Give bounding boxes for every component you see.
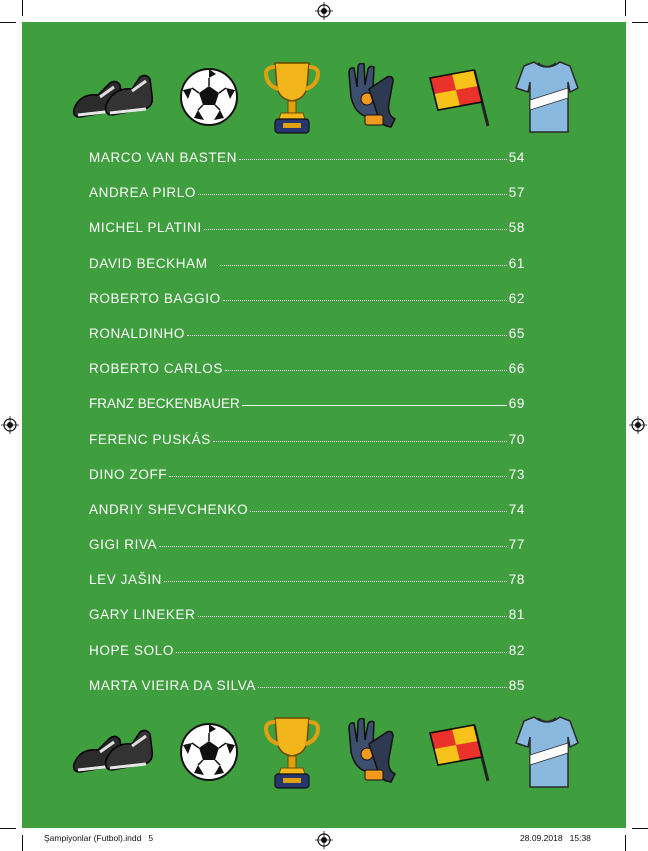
goalkeeper-gloves-icon bbox=[343, 63, 403, 131]
player-name: MARCO VAN BASTEN bbox=[89, 150, 238, 165]
footer-file-label: Şampiyonlar (Futbol).indd 5 bbox=[44, 833, 154, 843]
player-name: MICHEL PLATINI bbox=[89, 220, 202, 236]
dot-leader bbox=[220, 254, 507, 266]
dot-leader bbox=[225, 359, 507, 371]
crop-mark bbox=[625, 0, 626, 16]
player-name: GIGI RIVA bbox=[89, 537, 158, 553]
toc-entry bbox=[89, 678, 525, 713]
page-number: 54 bbox=[508, 150, 525, 165]
toc-entry bbox=[89, 396, 525, 431]
dot-leader bbox=[213, 430, 507, 442]
page-number: 62 bbox=[508, 290, 525, 306]
toc-entry bbox=[89, 432, 525, 467]
dot-leader bbox=[250, 500, 507, 512]
page-number: 65 bbox=[508, 325, 525, 341]
dot-leader bbox=[169, 465, 507, 477]
toc-entry bbox=[89, 185, 525, 220]
page-number: 58 bbox=[508, 220, 525, 236]
page-number: 66 bbox=[508, 361, 525, 377]
jersey-icon bbox=[514, 58, 580, 136]
table-of-contents bbox=[89, 150, 525, 713]
toc-entry bbox=[89, 643, 525, 678]
player-name: ROBERTO BAGGIO bbox=[89, 290, 221, 306]
player-name: ANDREA PIRLO bbox=[89, 185, 196, 201]
dot-leader bbox=[198, 606, 507, 618]
dot-leader bbox=[204, 219, 507, 231]
player-name: ROBERTO CARLOS bbox=[89, 361, 223, 377]
dot-leader bbox=[242, 395, 507, 407]
toc-entry bbox=[89, 220, 525, 255]
dot-leader bbox=[239, 148, 507, 160]
page-number: 70 bbox=[508, 431, 525, 447]
player-name: LEV JAŠIN bbox=[89, 572, 162, 588]
registration-mark-bottom bbox=[315, 831, 333, 849]
player-name: GARY LINEKER bbox=[89, 607, 196, 623]
toc-entry bbox=[89, 150, 525, 185]
soccer-ball-icon bbox=[178, 66, 240, 128]
trophy-icon bbox=[261, 712, 323, 792]
page-number: 74 bbox=[508, 501, 525, 517]
page-number: 61 bbox=[508, 255, 525, 271]
dot-leader bbox=[258, 676, 507, 688]
dot-leader bbox=[223, 289, 507, 301]
footer-timestamp: 28.09.2018 15:38 bbox=[520, 833, 591, 843]
page-number: 78 bbox=[508, 572, 525, 588]
crop-mark bbox=[0, 22, 16, 23]
registration-mark-right bbox=[629, 416, 647, 434]
player-name: ANDRIY SHEVCHENKO bbox=[89, 501, 249, 517]
jersey-icon bbox=[514, 713, 580, 791]
corner-flag-icon bbox=[424, 719, 494, 785]
crop-mark bbox=[22, 835, 23, 851]
page-number: 85 bbox=[508, 677, 525, 693]
football-boots-icon bbox=[70, 720, 158, 784]
toc-entry bbox=[89, 326, 525, 361]
crop-mark bbox=[632, 828, 648, 829]
registration-mark-left bbox=[1, 416, 19, 434]
player-name: FRANZ BECKENBAUER bbox=[89, 396, 240, 412]
crop-mark bbox=[22, 0, 23, 16]
soccer-ball-icon bbox=[178, 721, 240, 783]
crop-mark bbox=[625, 835, 626, 851]
crop-mark bbox=[0, 828, 16, 829]
goalkeeper-gloves-icon bbox=[343, 718, 403, 786]
crop-mark bbox=[632, 22, 648, 23]
player-name: HOPE SOLO bbox=[89, 642, 174, 658]
toc-entry bbox=[89, 361, 525, 396]
dot-leader bbox=[198, 183, 507, 195]
icon-row-top bbox=[70, 57, 580, 137]
player-name: DAVID BECKHAM bbox=[89, 255, 208, 271]
dot-leader bbox=[176, 641, 507, 653]
dot-leader bbox=[159, 535, 507, 547]
player-name: MARTA VIEIRA DA SILVA bbox=[89, 677, 256, 693]
trophy-icon bbox=[261, 57, 323, 137]
page-number: 77 bbox=[508, 537, 525, 553]
player-name: DINO ZOFF bbox=[89, 466, 168, 482]
player-name: RONALDINHO bbox=[89, 325, 186, 341]
toc-entry bbox=[89, 256, 525, 291]
player-name: FERENC PUSKÁS bbox=[89, 431, 211, 447]
page-number: 69 bbox=[508, 396, 525, 412]
toc-entry bbox=[89, 607, 525, 642]
page-number: 82 bbox=[508, 642, 525, 658]
football-boots-icon bbox=[70, 65, 158, 129]
page-number: 73 bbox=[508, 466, 525, 482]
dot-leader bbox=[187, 324, 507, 336]
page-number: 81 bbox=[508, 607, 525, 623]
corner-flag-icon bbox=[424, 64, 494, 130]
toc-entry bbox=[89, 502, 525, 537]
page-number: 57 bbox=[508, 185, 525, 201]
registration-mark-top bbox=[315, 2, 333, 20]
icon-row-bottom bbox=[70, 712, 580, 792]
toc-entry bbox=[89, 537, 525, 572]
dot-leader bbox=[164, 570, 507, 582]
toc-entry bbox=[89, 572, 525, 607]
toc-entry bbox=[89, 291, 525, 326]
green-page bbox=[22, 22, 626, 828]
toc-entry bbox=[89, 467, 525, 502]
